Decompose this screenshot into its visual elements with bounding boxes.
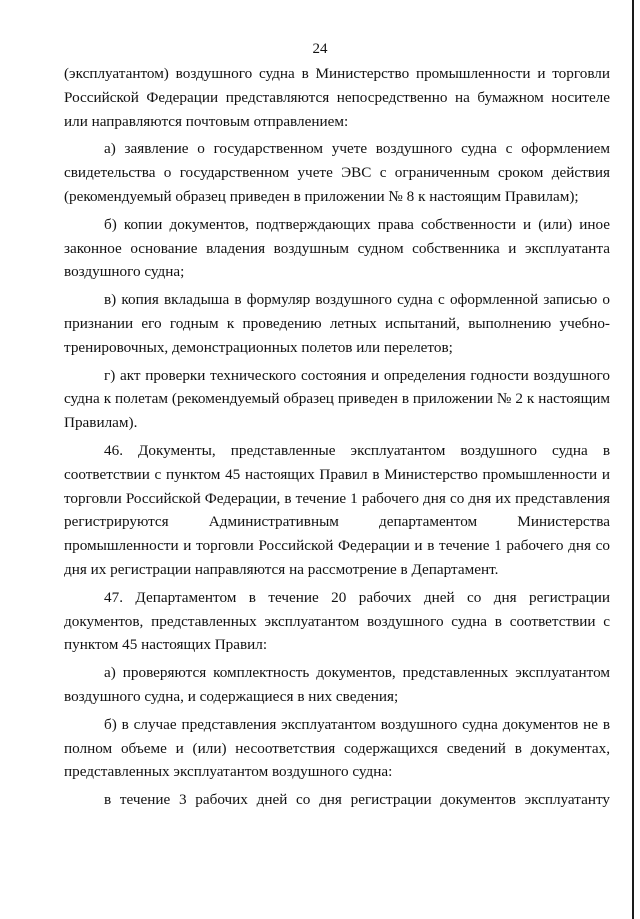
paragraph-item-v: в) копия вкладыша в формуляр воздушного судна с оформленной записью о признании его годным к проведению летных испытаний, выполнению учебно-тренировочных, демонстрационных полетов или перелетов; [64, 291, 610, 356]
paragraph-clause-46: 46. Документы, представленные эксплуатантом воздушного судна в соответствии с пунктом 45 настоящих Правил в Министерство промышленности и торговли Российской Федерации, в течение 1 рабочего дня со дня их представления регистрируются Административным департаментом Министерства промышленности и торговли Российской Федерации и в течение 1 рабочего дня со дня их регистрации направляются на рассмотрение в Департамент. [64, 441, 610, 578]
paragraph-item-a: а) заявление о государственном учете воздушного судна с оформлением свидетельства о государственном учете ЭВС с ограниченным сроком действия (рекомендуемый образец приведен в приложении № 8 к настоящим Правилам); [64, 140, 610, 205]
paragraph-continuation: (эксплуатантом) воздушного судна в Министерство промышленности и торговли Российской Федерации представляются непосредственно на бумажном носителе или направляются почтовым отправлением: [64, 65, 610, 130]
paragraph-item-g: г) акт проверки технического состояния и определения годности воздушного судна к полетам (рекомендуемый образец приведен в приложении № 2 к настоящим Правилам). [64, 366, 610, 432]
paragraph-item-b: б) копии документов, подтверждающих права собственности и (или) иное законное основание владения воздушным судном собственника и эксплуатанта воздушного судна; [64, 215, 610, 281]
paragraph-clause-47-item-b: б) в случае представления эксплуатантом воздушного судна документов не в полном объеме и (или) несоответствия содержащихся сведений в документах, представленных эксплуатантом воздушного судна: [64, 715, 610, 781]
page-edge-shadow [632, 0, 634, 919]
paragraph-clause-47: 47. Департаментом в течение 20 рабочих дней со дня регистрации документов, представленных эксплуатантом воздушного судна в соответствии с пунктом 45 настоящих Правил: [64, 588, 610, 654]
document-body [64, 62, 610, 816]
page-number: 24 [312, 41, 328, 57]
paragraph-final-line: в течение 3 рабочих дней со дня регистрации документов эксплуатанту [104, 791, 610, 809]
paragraph-clause-47-item-a: а) проверяются комплектность документов, представленных эксплуатантом воздушного судна, и содержащиеся в них сведения; [64, 664, 610, 705]
